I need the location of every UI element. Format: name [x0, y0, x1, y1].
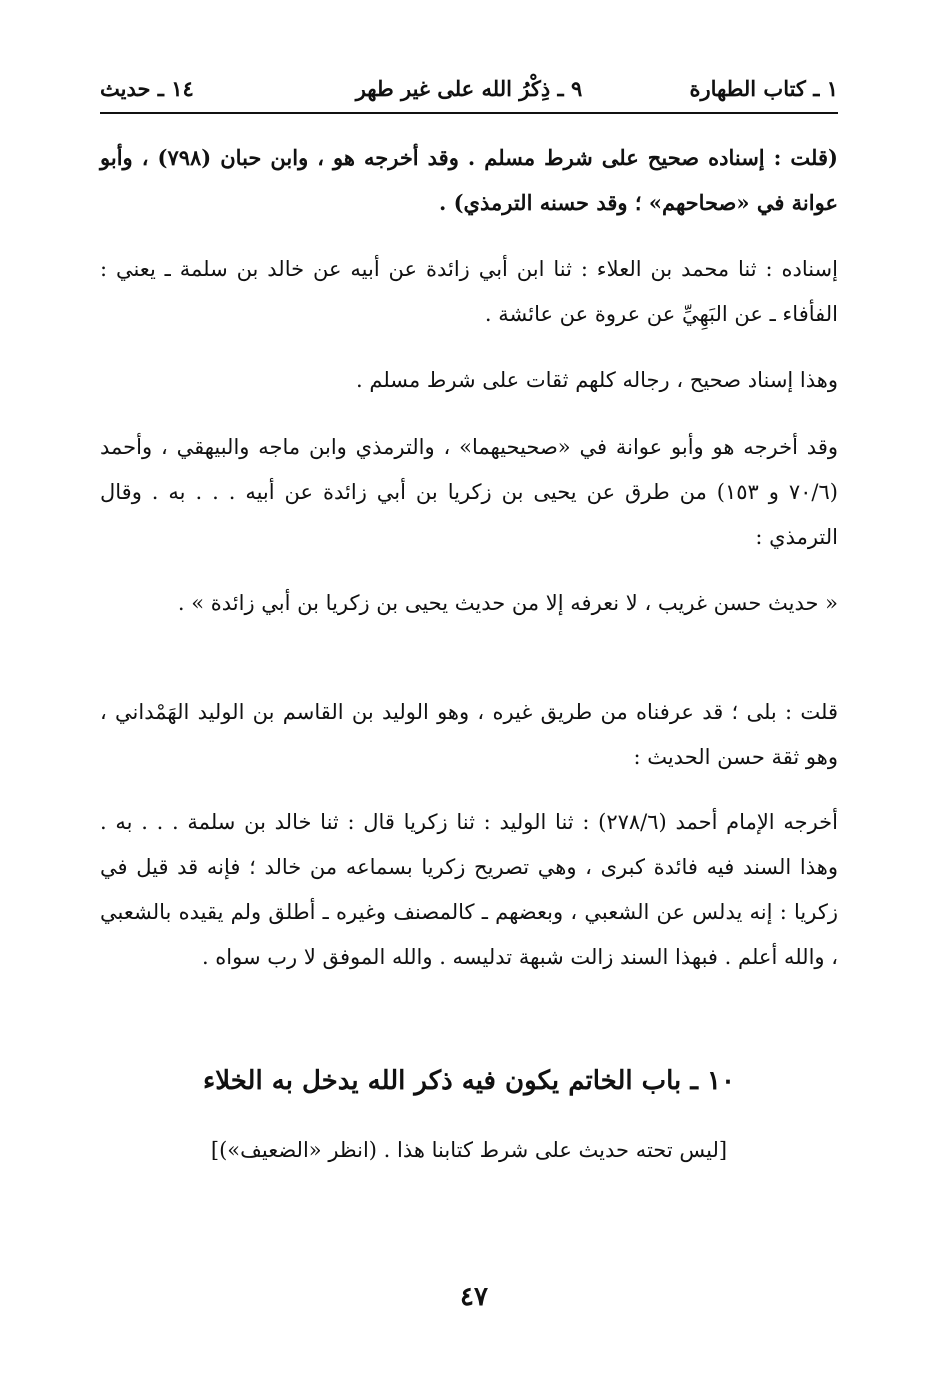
header-hadith-number: ١٤ ـ حديث [100, 76, 194, 101]
paragraph-isnad: إسناده : ثنا محمد بن العلاء : ثنا ابن أبي زائدة عن أبيه عن خالد بن سلمة ـ يعني : الفأفاء ـ عن البَهِيِّ عن عروة عن عائشة . [100, 257, 838, 326]
chapter-heading: ١٠ ـ باب الخاتم يكون فيه ذكر الله يدخل به الخلاء [203, 1066, 735, 1096]
page-number: ٤٧ [460, 1282, 488, 1312]
header-divider [100, 112, 838, 114]
paragraph-takhrij: وقد أخرجه هو وأبو عوانة في «صحيحيهما» ، والترمذي وابن ماجه والبيهقي ، وأحمد (٧٠/٦ و ١٥٣) من طرق عن يحيى بن زكريا بن أبي زائدة عن أبيه . . . به . وقال الترمذي : [100, 435, 838, 549]
header-book-title: ١ ـ كتاب الطهارة [689, 76, 838, 101]
running-header [100, 72, 838, 108]
paragraph-tirmidhi-quote: « حديث حسن غريب ، لا نعرفه إلا من حديث يحيى بن زكريا بن أبي زائدة » . [177, 591, 838, 615]
paragraph-response: قلت : بلى ؛ قد عرفناه من طريق غيره ، وهو الوليد بن القاسم بن الوليد الهَمْداني ، وهو ثقة حسن الحديث : [100, 700, 838, 769]
paragraph-verdict: (قلت : إسناده صحيح على شرط مسلم . وقد أخرجه هو ، وابن حبان (٧٩٨) ، وأبو عوانة في «صحاحهم» ؛ وقد حسنه الترمذي) . [100, 145, 838, 215]
paragraph-ahmad-narration: أخرجه الإمام أحمد (٢٧٨/٦) : ثنا الوليد : ثنا زكريا قال : ثنا خالد بن سلمة . . . به . وهذا السند فيه فائدة كبرى ، وهي تصريح زكريا بسماعه من خالد ؛ فإنه قد قيل في زكريا : إنه يدلس عن الشعبي ، وبعضهم ـ كالمصنف وغيره ـ أطلق ولم يقيده بالشعبي ، والله أعلم . فبهذا السند زالت شبهة تدليسه . والله الموفق لا رب سواه . [100, 810, 838, 969]
chapter-note: [ليس تحته حديث على شرط كتابنا هذا . (انظر «الضعيف»)] [210, 1138, 728, 1162]
paragraph-isnad-grade: وهذا إسناد صحيح ، رجاله كلهم ثقات على شرط مسلم . [356, 368, 838, 392]
header-chapter-title: ٩ ـ ذِكْرُ الله على غير طهر [355, 76, 583, 101]
